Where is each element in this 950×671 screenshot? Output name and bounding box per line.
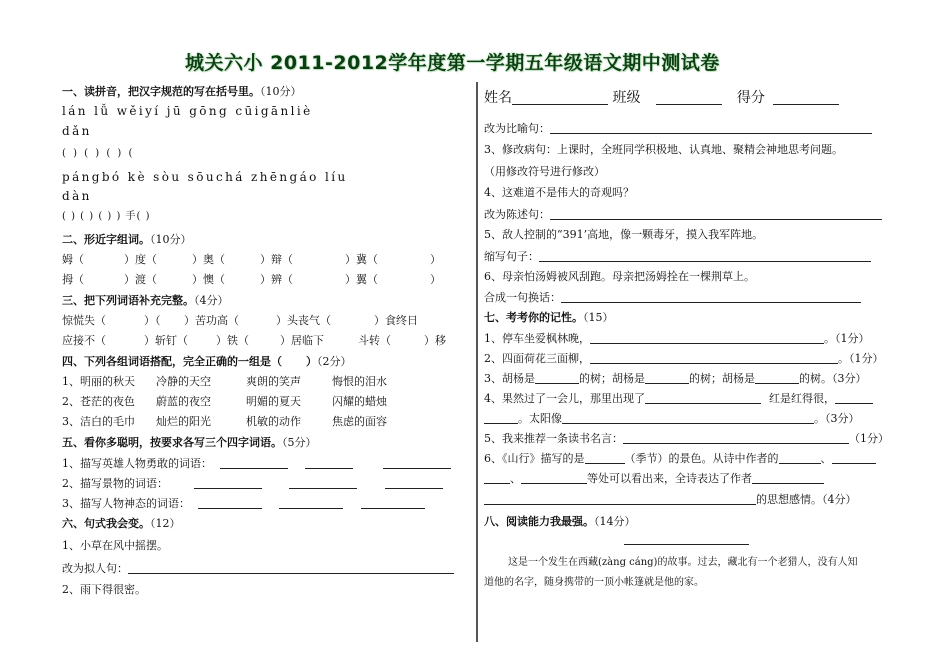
q7-line-4b <box>484 412 860 424</box>
q7-text: 等处可以看出来，全诗表达了作者 <box>587 472 752 485</box>
q7-text: 3、胡杨是 <box>484 372 535 385</box>
answer-blank[interactable] <box>521 472 587 484</box>
score-label: 得分 <box>736 90 765 106</box>
answer-blank[interactable] <box>385 477 443 489</box>
q7-text: 4、果然过了一会儿，那里出现了 <box>484 392 645 405</box>
q7-text: 。（3分） <box>814 412 860 425</box>
answer-blank[interactable] <box>361 497 425 509</box>
answer-blank[interactable] <box>484 472 510 484</box>
q2-cell[interactable]: ）奥（ <box>192 253 225 266</box>
q8-points: （14分） <box>594 515 636 528</box>
pinyin-row-1b: dǎn <box>62 124 92 138</box>
q4-phrase: 蔚蓝的夜空 <box>156 395 211 408</box>
q4-points: （2分） <box>317 355 352 368</box>
q6-item-1-answer <box>62 562 454 574</box>
q8-heading <box>484 516 636 527</box>
q4-phrase: 3、洁白的毛巾 <box>62 415 135 428</box>
q5-points: （5分） <box>282 436 317 449</box>
answer-line[interactable] <box>550 122 872 134</box>
q3-cell[interactable]: ）斩钉（ <box>144 334 188 347</box>
answer-blank[interactable] <box>832 452 876 464</box>
q8-heading-text: 八、阅读能力我最强。 <box>484 515 594 528</box>
column-divider <box>476 82 478 642</box>
q2-cell[interactable]: ）翼（ <box>345 273 378 286</box>
answer-blank[interactable] <box>484 412 518 424</box>
q2-cell[interactable]: ）度（ <box>124 253 157 266</box>
q6-heading-text: 六、句式我会变。 <box>62 517 150 530</box>
answer-blank[interactable] <box>755 372 799 384</box>
answer-line[interactable] <box>623 432 849 444</box>
q7-heading-text: 七、考考你的记性。 <box>484 311 583 324</box>
q7-text: 的树；胡杨是 <box>579 372 645 385</box>
q2-cell[interactable]: ）辨（ <box>260 273 293 286</box>
q3-cell[interactable]: ）苦功高（ <box>184 314 239 327</box>
answer-line[interactable] <box>590 352 838 364</box>
q7-line-3 <box>484 372 867 384</box>
q6-heading <box>62 518 181 529</box>
answer-line[interactable] <box>561 291 861 303</box>
q7-text: 。太阳像 <box>518 412 562 425</box>
fix-note: （用修改符号进行修改） <box>484 165 605 178</box>
declarative-row <box>484 208 882 220</box>
answer-blank[interactable] <box>383 457 451 469</box>
points: 。（1分） <box>824 332 870 345</box>
q3-cell[interactable]: 斗转（ <box>358 334 391 347</box>
q2-row-1 <box>62 254 467 265</box>
q7-text: 、 <box>510 472 521 485</box>
q7-text: 的思想感情。（4分） <box>756 493 857 506</box>
q7-text: 5、我来推荐一条读书名言： <box>484 432 623 445</box>
q6-item-2: 2、雨下得很密。 <box>62 583 146 596</box>
reading-paragraph-1: 这是一个发生在西藏(zàng cáng)的故事。过去，藏北有一个老猎人，没有人知 <box>508 557 858 568</box>
pinyin-row-1: lán lǚ wěiyí jū gōng cūigānliè <box>62 104 313 118</box>
combine-label: 合成一句换话： <box>484 291 561 304</box>
answer-blank[interactable] <box>752 472 824 484</box>
q4-phrase: 机敏的动作 <box>246 415 301 428</box>
q3-points: （4分） <box>194 294 229 307</box>
q2-heading-text: 二、形近字组词。 <box>62 233 150 246</box>
q2-cell[interactable]: ）懊（ <box>192 273 225 286</box>
q3-row-1 <box>62 315 418 326</box>
reading-title-blank[interactable] <box>624 544 749 545</box>
q7-line-6c <box>484 493 857 505</box>
q2-cell[interactable]: ）渡（ <box>124 273 157 286</box>
q5-item-3 <box>62 497 425 509</box>
poem-prompt: 2、四面荷花三面柳， <box>484 352 590 365</box>
q6-5: 5、敌人控制的“391’高地，像一颗毒牙，摸入我军阵地。 <box>484 228 764 241</box>
q7-line-6 <box>484 452 876 464</box>
name-label: 姓名 <box>484 90 512 106</box>
q2-cell[interactable]: 姆（ <box>62 253 84 266</box>
answer-line[interactable] <box>550 208 882 220</box>
answer-blank[interactable] <box>535 372 579 384</box>
q7-text: 6、《山行》描写的是 <box>484 452 585 465</box>
answer-line[interactable] <box>128 562 454 574</box>
q2-cell[interactable]: ）辩（ <box>260 253 293 266</box>
q7-line-5 <box>484 432 889 444</box>
q7-text: 的树。（3分） <box>799 372 867 385</box>
q7-text: （季节）的景色。从诗中作者的 <box>624 452 779 465</box>
q7-line-4 <box>484 392 873 404</box>
q3-cell[interactable]: ）铁（ <box>216 334 249 347</box>
q2-cell[interactable]: ）冀（ <box>345 253 378 266</box>
answer-blank[interactable] <box>289 477 357 489</box>
q2-cell[interactable]: 拇（ <box>62 273 84 286</box>
q2-heading <box>62 234 192 245</box>
fix-sentence: 3、修改病句：上课时，全班同学积极地、认真地、聚精会神地思考问题。 <box>484 143 843 156</box>
answer-blank[interactable] <box>305 457 353 469</box>
q4-heading-text: 四、下列各组词语搭配，完全正确的一组是（ <box>62 355 282 368</box>
answer-blank[interactable] <box>645 372 689 384</box>
q5-item-1 <box>62 457 451 469</box>
q1-heading <box>62 86 302 97</box>
q6-points: （12） <box>150 517 181 530</box>
declarative-label: 改为陈述句： <box>484 208 550 221</box>
q3-cell: ）移 <box>424 334 446 347</box>
answer-blank[interactable] <box>585 452 625 464</box>
q5-item-label: 1、描写英雄人物勇敢的词语： <box>62 457 212 470</box>
student-info-row <box>484 90 839 105</box>
q4-phrase: 爽朗的笑声 <box>246 375 301 388</box>
q3-cell[interactable]: 应接不（ <box>62 334 106 347</box>
answer-blank[interactable] <box>779 452 821 464</box>
q2-points: （10分） <box>150 233 192 246</box>
reading-paragraph-2: 道他的名字，随身携带的一顶小帐篷就是他的家。 <box>484 577 704 588</box>
q4-phrase: 闪耀的蜡烛 <box>332 395 387 408</box>
q4-option-1[interactable] <box>62 376 387 387</box>
q2-cell: ） <box>430 273 441 286</box>
q3-row-2 <box>62 335 446 346</box>
q6-6: 6、母亲怕汤姆被风刮跑。母亲把汤姆拴在一棵荆草上。 <box>484 270 755 283</box>
q4-phrase: 悔恨的泪水 <box>332 375 387 388</box>
q6-4: 4、这难道不是伟大的奇观吗？ <box>484 186 634 199</box>
answer-blank[interactable] <box>194 477 262 489</box>
q4-heading-end: ） <box>306 355 317 368</box>
q4-phrase: 1、明丽的秋天 <box>62 375 135 388</box>
answer-line[interactable] <box>562 412 814 424</box>
q7-text: 、 <box>820 452 832 465</box>
exam-title: 城关六小 2011-2012学年度第一学期五年级语文期中测试卷 <box>185 52 720 74</box>
q2-cell: ） <box>430 253 441 266</box>
q1-heading-text: 一、读拼音，把汉字规范的写在括号里。 <box>62 85 260 98</box>
name-field[interactable] <box>512 90 608 105</box>
q3-cell[interactable]: ）食终日 <box>374 314 418 327</box>
answer-parens-2[interactable]: ( ) ( ) ( ) ) 手( ) <box>62 211 151 222</box>
q4-phrase: 灿烂的阳光 <box>156 415 211 428</box>
shorten-row <box>484 250 871 262</box>
q5-heading <box>62 437 317 448</box>
class-field[interactable] <box>656 90 722 105</box>
answer-blank[interactable] <box>279 497 343 509</box>
q4-option-2[interactable] <box>62 396 387 407</box>
score-field[interactable] <box>773 90 839 105</box>
points: 。（1分） <box>838 352 884 365</box>
q2-row-2 <box>62 274 467 285</box>
q5-item-2 <box>62 477 443 489</box>
answer-line[interactable] <box>539 250 871 262</box>
q6-item-1-label: 改为拟人句： <box>62 562 128 575</box>
q5-item-label: 3、描写人物神态的词语： <box>62 497 190 510</box>
q3-cell[interactable]: ）（ <box>144 314 161 327</box>
q4-option-3[interactable] <box>62 416 387 427</box>
q6-item-1: 1、小草在风中摇摆。 <box>62 539 168 552</box>
q5-heading-text: 五、看你多聪明，按要求各写三个四字词语。 <box>62 436 282 449</box>
q4-phrase: 冷静的天空 <box>156 375 211 388</box>
simile-row <box>484 122 872 134</box>
q4-phrase: 焦虑的面容 <box>332 415 387 428</box>
q3-heading-text: 三、把下列词语补充完整。 <box>62 294 194 307</box>
q7-line-1 <box>484 332 870 344</box>
q3-cell[interactable]: 惊慌失（ <box>62 314 106 327</box>
answer-blank[interactable] <box>835 392 873 404</box>
poem-prompt: 1、停车坐爱枫林晚， <box>484 332 590 345</box>
q7-text: 红是红得很， <box>769 392 835 405</box>
answer-blank[interactable] <box>645 392 761 404</box>
pinyin-row-2: pángbó kè sòu sōuchá zhēngáo líu <box>62 170 348 184</box>
q3-heading <box>62 295 229 306</box>
q5-item-label: 2、描写景物的词语： <box>62 477 168 490</box>
answer-line[interactable] <box>484 493 756 505</box>
simile-label: 改为比喻句： <box>484 122 550 135</box>
combine-row <box>484 291 861 303</box>
q7-line-6b <box>484 472 824 484</box>
pinyin-row-2b: dàn <box>62 189 92 203</box>
q4-heading <box>62 356 352 367</box>
points: （1分） <box>849 432 889 445</box>
class-label: 班级 <box>612 90 641 106</box>
answer-blank[interactable] <box>220 457 288 469</box>
answer-line[interactable] <box>590 332 824 344</box>
q7-points: （15） <box>583 311 614 324</box>
q3-cell[interactable]: ）居临下 <box>280 334 324 347</box>
q7-text: 的树；胡杨是 <box>689 372 755 385</box>
answer-parens-1[interactable]: ( ) ( ) ( ) ( <box>62 148 135 159</box>
shorten-label: 缩写句子： <box>484 250 539 263</box>
q3-cell[interactable]: ）头丧气（ <box>276 314 331 327</box>
answer-blank[interactable] <box>198 497 262 509</box>
q7-line-2 <box>484 352 884 364</box>
q4-phrase: 2、苍茫的夜色 <box>62 395 135 408</box>
q1-points: （10分） <box>260 85 302 98</box>
q4-phrase: 明媚的夏天 <box>246 395 301 408</box>
q7-heading <box>484 312 614 323</box>
